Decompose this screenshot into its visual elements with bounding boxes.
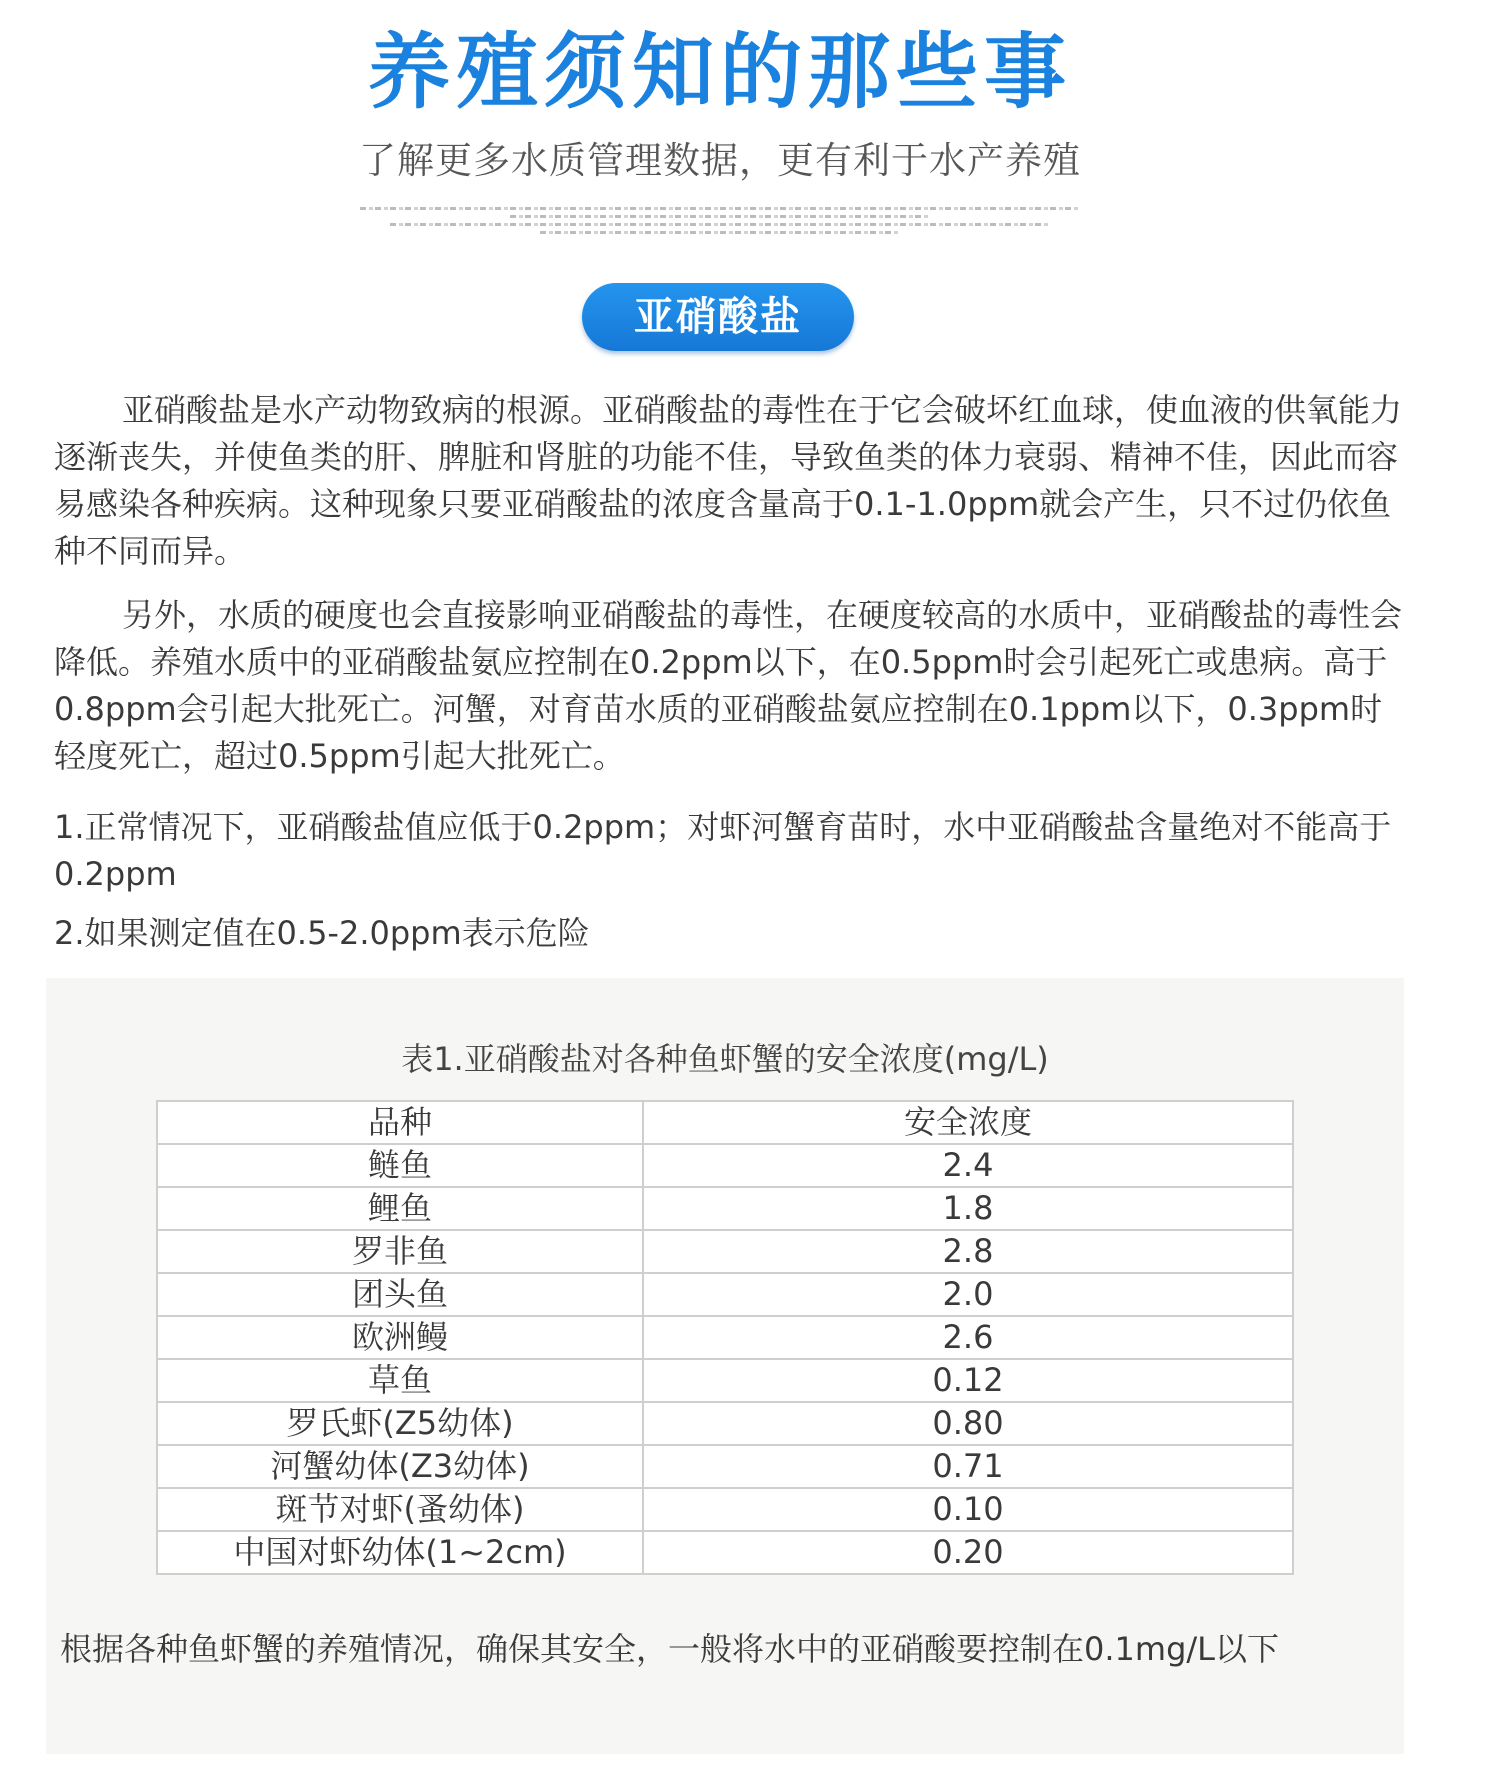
table-row [157,1144,1293,1187]
concentration-cell: 2.6 [643,1316,1293,1359]
page-subtitle: 了解更多水质管理数据，更有利于水产养殖 [359,139,1081,182]
concentration-cell: 2.0 [643,1273,1293,1316]
table-panel [46,978,1404,1754]
species-cell: 鲢鱼 [157,1144,643,1187]
table-row [157,1359,1293,1402]
species-cell: 中国对虾幼体(1~2cm) [157,1531,643,1574]
concentration-cell: 2.8 [643,1230,1293,1273]
table-row [157,1187,1293,1230]
table-caption: 表1.亚硝酸盐对各种鱼虾蟹的安全浓度(mg/L) [401,1040,1049,1078]
species-cell: 罗氏虾(Z5幼体) [157,1402,643,1445]
species-cell: 斑节对虾(蚤幼体) [157,1488,643,1531]
concentration-cell: 0.12 [643,1359,1293,1402]
species-cell: 河蟹幼体(Z3幼体) [157,1445,643,1488]
section-title-badge: 亚硝酸盐 [582,283,854,351]
concentration-cell: 0.71 [643,1445,1293,1488]
safe-concentration-table [156,1100,1294,1575]
table-row [157,1402,1293,1445]
table-row [157,1316,1293,1359]
species-cell: 团头鱼 [157,1273,643,1316]
hardness-paragraph: 另外，水质的硬度也会直接影响亚硝酸盐的毒性，在硬度较高的水质中，亚硝酸盐的毒性会降低。养殖水质中的亚硝酸盐氨应控制在0.2ppm以下，在0.5ppm时会引起死亡或患病。高于0.8ppm会引起大批死亡。河蟹，对育苗水质的亚硝酸盐氨应控制在0.1ppm以下，0.3ppm时轻度死亡，超过0.5ppm引起大批死亡。 [54,596,1403,775]
table-row [157,1488,1293,1531]
header-concentration: 安全浓度 [643,1101,1293,1144]
species-cell: 欧洲鳗 [157,1316,643,1359]
concentration-cell: 0.10 [643,1488,1293,1531]
page-title: 养殖须知的那些事 [367,25,1072,120]
table-row [157,1273,1293,1316]
intro-paragraph: 亚硝酸盐是水产动物致病的根源。亚硝酸盐的毒性在于它会破坏红血球，使血液的供氧能力逐渐丧失，并使鱼类的肝、脾脏和肾脏的功能不佳，导致鱼类的体力衰弱、精神不佳，因此而容易感染各种疾病。这种现象只要亚硝酸盐的浓度含量高于0.1-1.0ppm就会产生，只不过仍依鱼种不同而异。 [54,391,1403,570]
concentration-cell: 0.20 [643,1531,1293,1574]
concentration-cell: 1.8 [643,1187,1293,1230]
table-header-row [157,1101,1293,1144]
rule-item-2: 2.如果测定值在0.5-2.0ppm表示危险 [54,914,590,952]
concentration-cell: 2.4 [643,1144,1293,1187]
table-row [157,1531,1293,1574]
decorative-fine-print [320,202,1120,239]
table-footnote: 根据各种鱼虾蟹的养殖情况，确保其安全，一般将水中的亚硝酸要控制在0.1mg/L以下 [60,1630,1279,1668]
species-cell: 草鱼 [157,1359,643,1402]
table-row [157,1230,1293,1273]
concentration-cell: 0.80 [643,1402,1293,1445]
table-row [157,1445,1293,1488]
species-cell: 鲤鱼 [157,1187,643,1230]
header-species: 品种 [157,1101,643,1144]
rule-item-1: 1.正常情况下，亚硝酸盐值应低于0.2ppm；对虾河蟹育苗时，水中亚硝酸盐含量绝对不能高于0.2ppm [54,808,1392,893]
species-cell: 罗非鱼 [157,1230,643,1273]
